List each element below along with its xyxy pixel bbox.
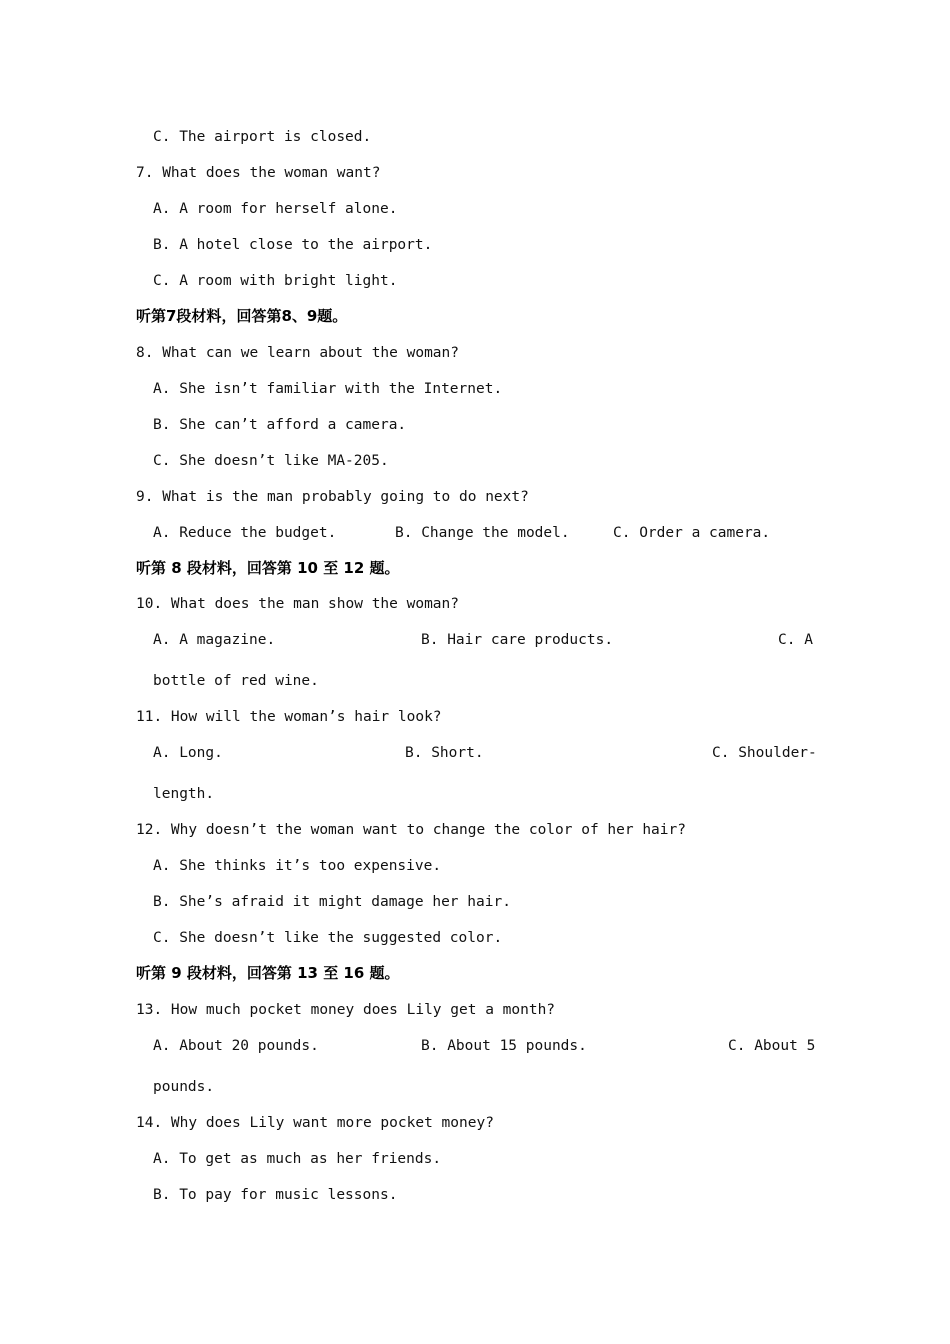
option-11c: C. Shoulder- <box>712 745 817 761</box>
option-12a: A. She thinks it’s too expensive. <box>153 858 442 874</box>
option-13c: C. About 5 <box>728 1038 816 1054</box>
option-8c: C. She doesn’t like MA-205. <box>153 453 389 469</box>
option-13c-continued: pounds. <box>153 1079 215 1095</box>
option-7a: A. A room for herself alone. <box>153 201 398 217</box>
option-8a: A. She isn’t familiar with the Internet. <box>153 381 503 397</box>
question-10: 10. What does the man show the woman? <box>136 596 460 612</box>
question-9: 9. What is the man probably going to do next? <box>136 489 529 505</box>
option-7c: C. A room with bright light. <box>153 273 398 289</box>
option-7b: B. A hotel close to the airport. <box>153 237 433 253</box>
question-7: 7. What does the woman want? <box>136 165 381 181</box>
option-8b: B. She can’t afford a camera. <box>153 417 407 433</box>
option-14a: A. To get as much as her friends. <box>153 1151 442 1167</box>
option-14b: B. To pay for music lessons. <box>153 1187 398 1203</box>
option-9b: B. Change the model. <box>395 525 570 541</box>
section-heading-9: 听第 9 段材料，回答第 13 至 16 题。 <box>136 964 400 982</box>
option-10b: B. Hair care products. <box>421 632 614 648</box>
option-10c: C. A <box>778 632 813 648</box>
question-14: 14. Why does Lily want more pocket money? <box>136 1115 494 1131</box>
option-13b: B. About 15 pounds. <box>421 1038 587 1054</box>
option-10a: A. A magazine. <box>153 632 276 648</box>
option-11b: B. Short. <box>405 745 484 761</box>
section-heading-7: 听第7段材料，回答第8、9题。 <box>136 307 348 325</box>
section-heading-8: 听第 8 段材料，回答第 10 至 12 题。 <box>136 559 400 577</box>
option-6c: C. The airport is closed. <box>153 129 372 145</box>
question-13: 13. How much pocket money does Lily get a month? <box>136 1002 556 1018</box>
option-10c-continued: bottle of red wine. <box>153 673 319 689</box>
question-12: 12. Why doesn’t the woman want to change the color of her hair? <box>136 822 686 838</box>
option-12b: B. She’s afraid it might damage her hair. <box>153 894 511 910</box>
question-11: 11. How will the woman’s hair look? <box>136 709 442 725</box>
option-9a: A. Reduce the budget. <box>153 525 337 541</box>
option-12c: C. She doesn’t like the suggested color. <box>153 930 503 946</box>
question-8: 8. What can we learn about the woman? <box>136 345 460 361</box>
option-9c: C. Order a camera. <box>613 525 771 541</box>
option-13a: A. About 20 pounds. <box>153 1038 319 1054</box>
option-11c-continued: length. <box>153 786 215 802</box>
option-11a: A. Long. <box>153 745 223 761</box>
